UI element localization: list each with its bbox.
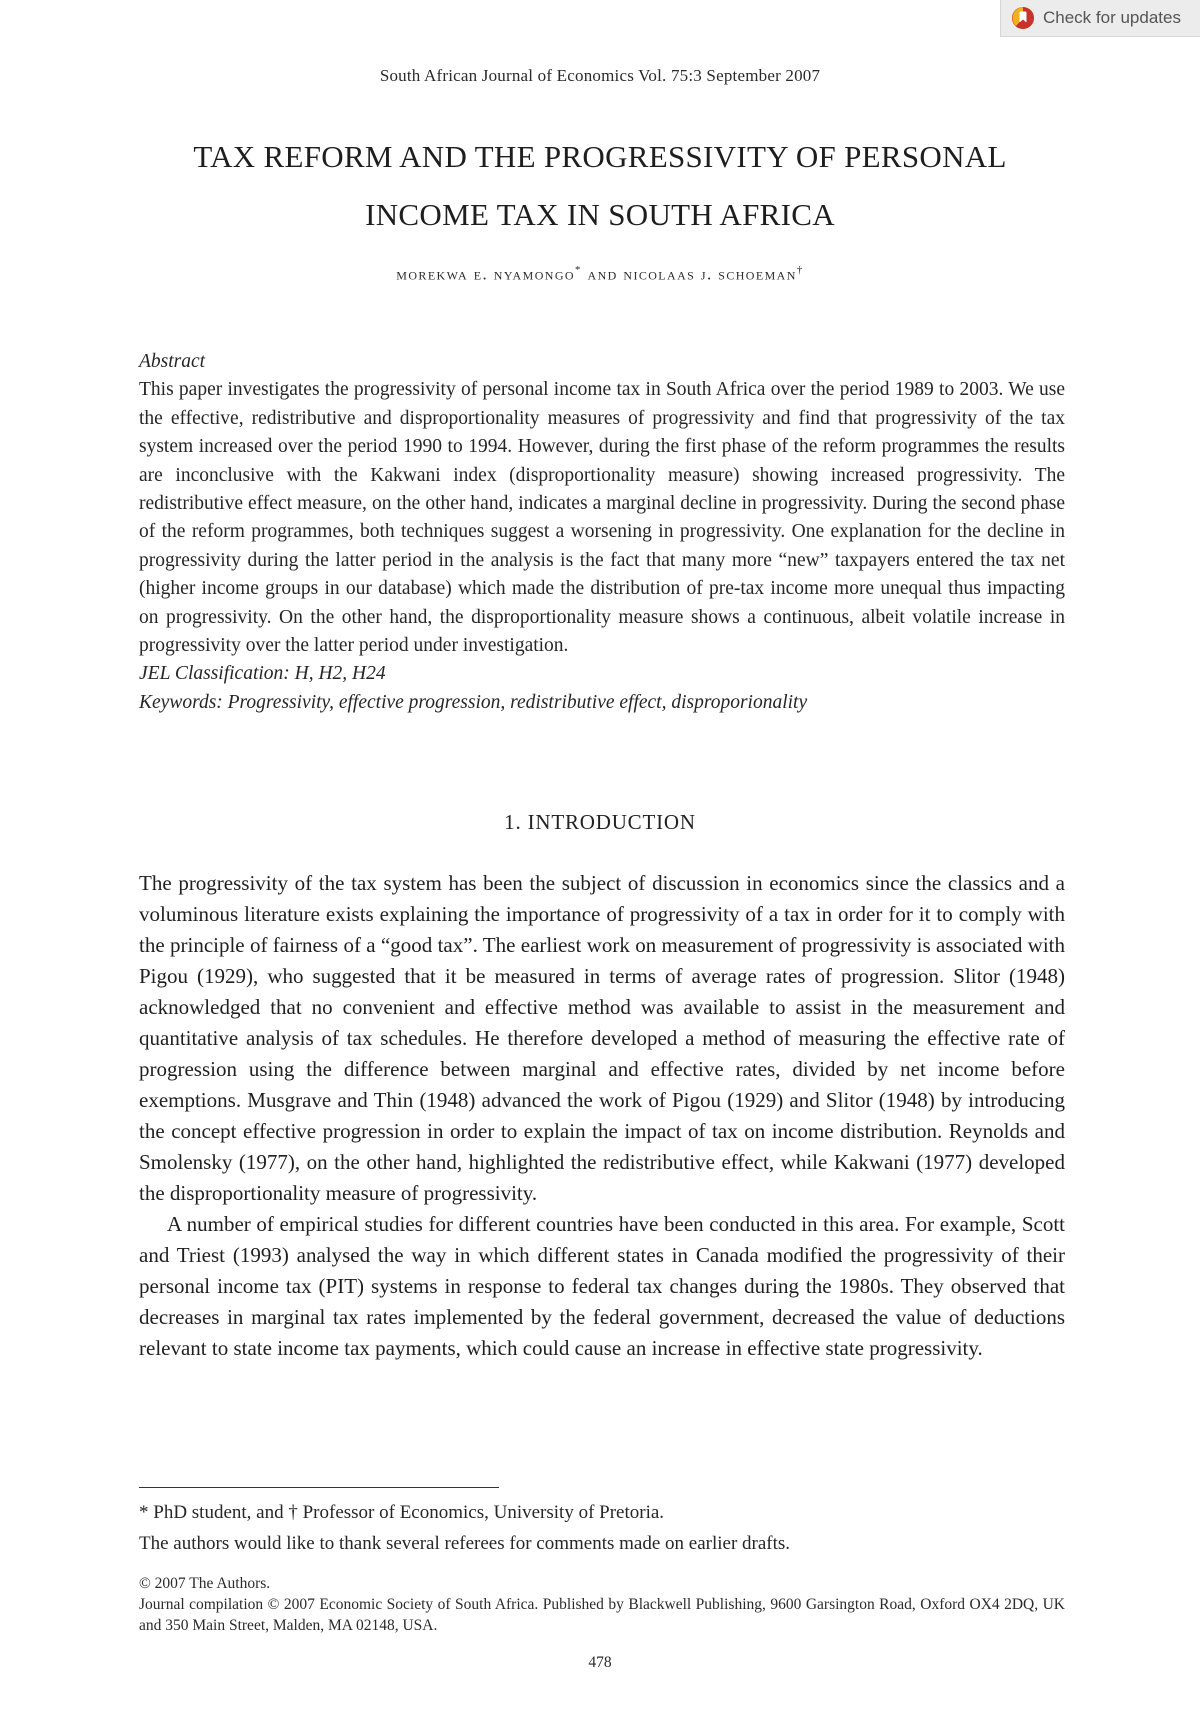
footnote-line: * PhD student, and † Professor of Economics, University of Pretoria. xyxy=(139,1502,665,1523)
author-list xyxy=(0,264,1200,285)
check-for-updates-icon xyxy=(1011,6,1035,30)
abstract-block xyxy=(139,348,1065,717)
title-line-2: INCOME TAX IN SOUTH AFRICA xyxy=(365,197,835,232)
copyright-line: © 2007 The Authors. xyxy=(139,1575,271,1592)
author-name: nicolaas j. schoeman xyxy=(623,264,797,284)
paragraph: The progressivity of the tax system has been the subject of discussion in economics since the classics and a voluminous literature exists explaining the importance of progressivity of a tax in order for it to comply with the principle of fairness of a “good tax”. The earliest work on measurement of progressivity is associated with Pigou (1929), who suggested that it be measured in terms of average rates of progression. Slitor (1948) acknowledged that no convenient and effective method was available to assist in the measurement and quantitative analysis of tax schedules. He therefore developed a method of measuring the effective rate of progression using the difference between marginal and effective rates, divided by net income before exemptions. Musgrave and Thin (1948) advanced the work of Pigou (1929) and Slitor (1948) by introducing the concept effective progression in order to explain the impact of tax on income distribution. Reynolds and Smolensky (1977), on the other hand, highlighted the redistributive effect, while Kakwani (1977) developed the disproportionality measure of progressivity. xyxy=(139,871,1065,1205)
section-heading: 1. INTRODUCTION xyxy=(504,810,696,834)
copyright-line: Journal compilation © 2007 Economic Society of South Africa. Published by Blackwell Publishing, 9600 Garsington Road, Oxford OX4 2DQ, UK and 350 Main Street, Malden, MA 02148, USA. xyxy=(139,1596,1065,1634)
footnote-divider xyxy=(139,1487,499,1488)
title-line-1: TAX REFORM AND THE PROGRESSIVITY OF PERSONAL xyxy=(193,139,1007,174)
abstract-heading: Abstract xyxy=(139,351,206,372)
author-footnote-mark: † xyxy=(796,264,804,276)
author-footnote-mark: * xyxy=(574,264,582,276)
page-number: 478 xyxy=(588,1654,612,1671)
paragraph: A number of empirical studies for different countries have been conducted in this area. For example, Scott and Triest (1993) analysed the way in which different states in Canada modified the progressivity of their personal income tax (PIT) systems in response to federal tax changes during the 1980s. They observed that decreases in marginal tax rates implemented by the federal government, decreased the value of deductions relevant to state income tax payments, which could cause an increase in effective state progressivity. xyxy=(139,1212,1065,1360)
footnote-line: The authors would like to thank several referees for comments made on earlier drafts. xyxy=(139,1533,791,1554)
footnotes xyxy=(139,1497,1065,1559)
check-for-updates-button[interactable] xyxy=(1000,0,1200,37)
jel-classification: JEL Classification: H, H2, H24 xyxy=(139,663,386,685)
author-name: morekwa e. nyamongo xyxy=(396,264,575,284)
abstract-body: This paper investigates the progressivity of personal income tax in South Africa over the period 1989 to 2003. We use the effective, redistributive and disproportionality measures of progressivity and find that progressivity of the tax system increased over the period 1990 to 1994. However, during the first phase of the reform programmes the results are inconclusive with the Kakwani index (disproportionality measure) showing increased progressivity. The redistributive effect measure, on the other hand, indicates a marginal decline in progressivity. During the second phase of the reform programmes, both techniques suggest a worsening in progressivity. One explanation for the decline in progressivity during the latter period in the analysis is the fact that many more “new” taxpayers entered the tax net (higher income groups in our database) which made the distribution of pre-tax income more unequal thus impacting on progressivity. On the other hand, the disproportionality measure shows a continuous, albeit volatile increase in progressivity over the latter period under investigation. xyxy=(139,379,1065,657)
keywords: Keywords: Progressivity, effective progression, redistributive effect, disproporionality xyxy=(139,691,808,713)
copyright-block xyxy=(139,1573,1065,1636)
check-for-updates-label: Check for updates xyxy=(1043,8,1181,27)
paper-title xyxy=(100,128,1100,244)
author-conjunction: and xyxy=(581,264,624,284)
body-text xyxy=(139,868,1065,1364)
journal-header: South African Journal of Economics Vol. 75:3 September 2007 xyxy=(379,66,821,85)
